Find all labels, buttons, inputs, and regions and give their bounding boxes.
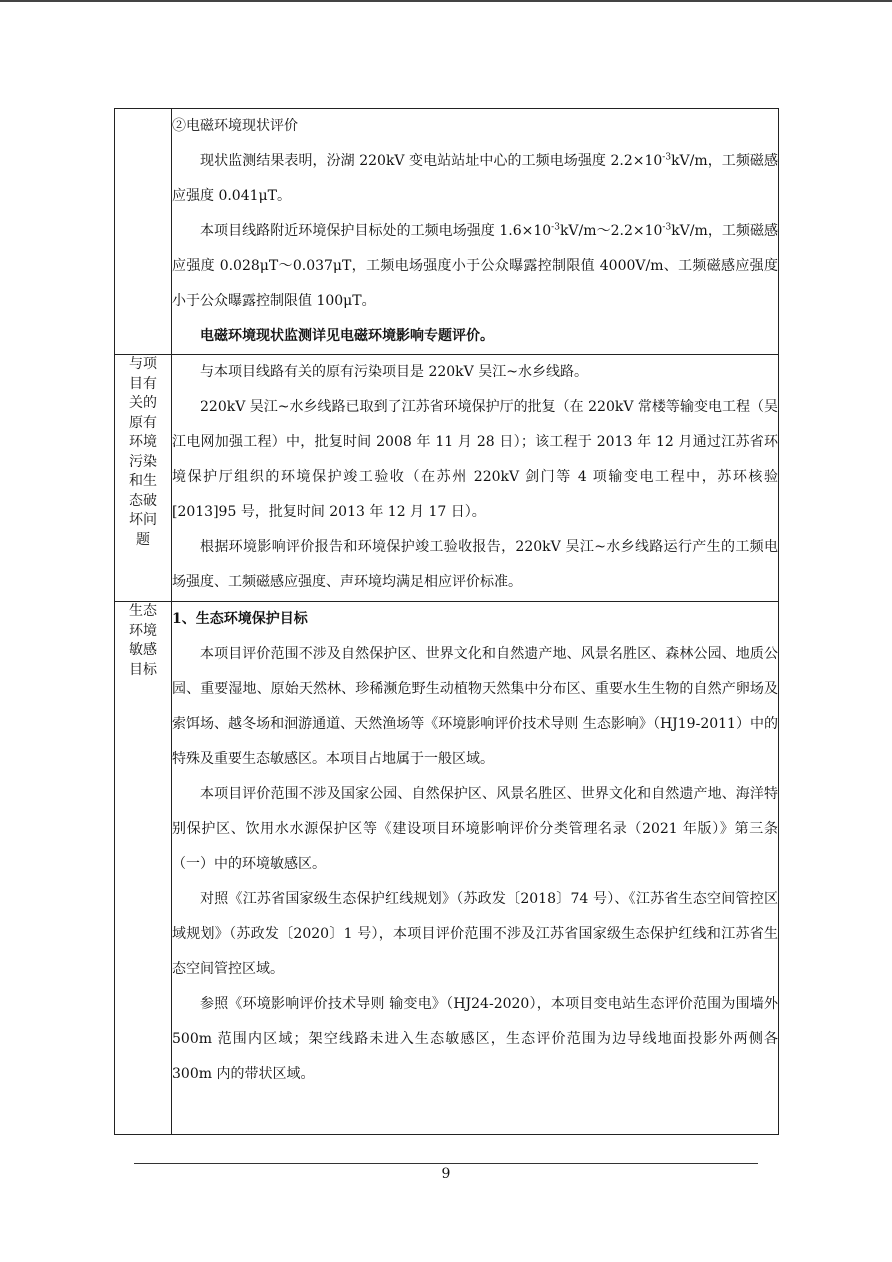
table-row-em-assessment — [115, 109, 779, 355]
paragraph-existing-project: 与本项目线路有关的原有污染项目是 220kV 吴江~水乡线路。 — [200, 364, 588, 380]
paragraph-substation-monitoring: 现状监测结果表明，汾湖 220kV 变电站站址中心的工频电场强度 $2.2\times 10^{-3}kV/m$，工频磁感应强度 0.041μT。 — [172, 152, 778, 204]
table-row-eco-sensitive — [115, 602, 779, 1135]
report-table — [114, 108, 779, 1135]
table-row-existing-pollution — [115, 355, 779, 602]
page-number: 9 — [441, 1166, 451, 1182]
row-label-existing-pollution: 与项目有关的原有环境污染和生态破坏问题 — [115, 355, 172, 602]
paragraph-eco-4: 参照《环境影响评价技术导则 输变电》（HJ24-2020），本项目变电站生态评价范围为围墙外 500m 范围内区域；架空线路未进入生态敏感区，生态评价范围为边导线地面投影外两侧各 300m 内的带状区域。 — [172, 996, 778, 1082]
paragraph-eco-2: 本项目评价范围不涉及国家公园、自然保护区、风景名胜区、世界文化和自然遗产地、海洋特别保护区、饮用水水源保护区等《建设项目环境影响评价分类管理名录（2021 年版）》第三条（一）中的环境敏感区。 — [172, 786, 778, 872]
paragraph-em-reference: 电磁环境现状监测详见电磁环境影响专题评价。 — [200, 328, 494, 344]
paragraph-line-monitoring: 本项目线路附近环境保护目标处的工频电场强度 $1.6\times 10^{-3}kV/m\sim 2.2\times 10^{-3}kV/m$，工频磁感应强度 0.028μT～0.037μT，工频电场强度小于公众曝露控制限值 4000V/m、工频磁感应强度小于公众曝露控制限值 100μT。 — [172, 222, 778, 309]
footer-divider — [134, 1163, 758, 1164]
paragraph-compliance: 根据环境影响评价报告和环境保护竣工验收报告，220kV 吴江~水乡线路运行产生的工频电场强度、工频磁感应强度、声环境均满足相应评价标准。 — [172, 539, 778, 590]
row-content-eco-sensitive — [172, 602, 779, 1135]
paragraph-approval-history: 220kV 吴江~水乡线路已取到了江苏省环境保护厅的批复（在 220kV 常楼等输变电工程（吴江电网加强工程）中，批复时间 2008 年 11 月 28 日）；该工程于 2013 年 12 月通过江苏省环境保护厅组织的环境保护竣工验收（在苏州 220kV 剑门等 4 项输变电工程中，苏环核验[2013]95 号，批复时间 2013 年 12 月 17 日）。 — [172, 399, 778, 520]
paragraph-eco-1: 本项目评价范围不涉及自然保护区、世界文化和自然遗产地、风景名胜区、森林公园、地质公园、重要湿地、原始天然林、珍稀濒危野生动植物天然集中分布区、重要水生生物的自然产卵场及索饵场、越冬场和洄游通道、天然渔场等《环境影响评价技术导则 生态影响》（HJ19-2011）中的特殊及重要生态敏感区。本项目占地属于一般区域。 — [172, 646, 778, 767]
row-label-eco-sensitive: 生态环境敏感目标 — [115, 602, 172, 1135]
top-border-line — [0, 0, 892, 2]
row-label-empty — [115, 109, 172, 355]
row-content-em-assessment — [172, 109, 779, 355]
row-content-existing-pollution — [172, 355, 779, 602]
section-heading-eco: 1、生态环境保护目标 — [172, 611, 308, 627]
paragraph-eco-3: 对照《江苏省国家级生态保护红线规划》（苏政发〔2018〕74 号）、《江苏省生态空间管控区域规划》（苏政发〔2020〕1 号），本项目评价范围不涉及江苏省国家级生态保护红线和江苏省生态空间管控区域。 — [172, 891, 778, 977]
section-heading-em: ②电磁环境现状评价 — [172, 118, 298, 134]
